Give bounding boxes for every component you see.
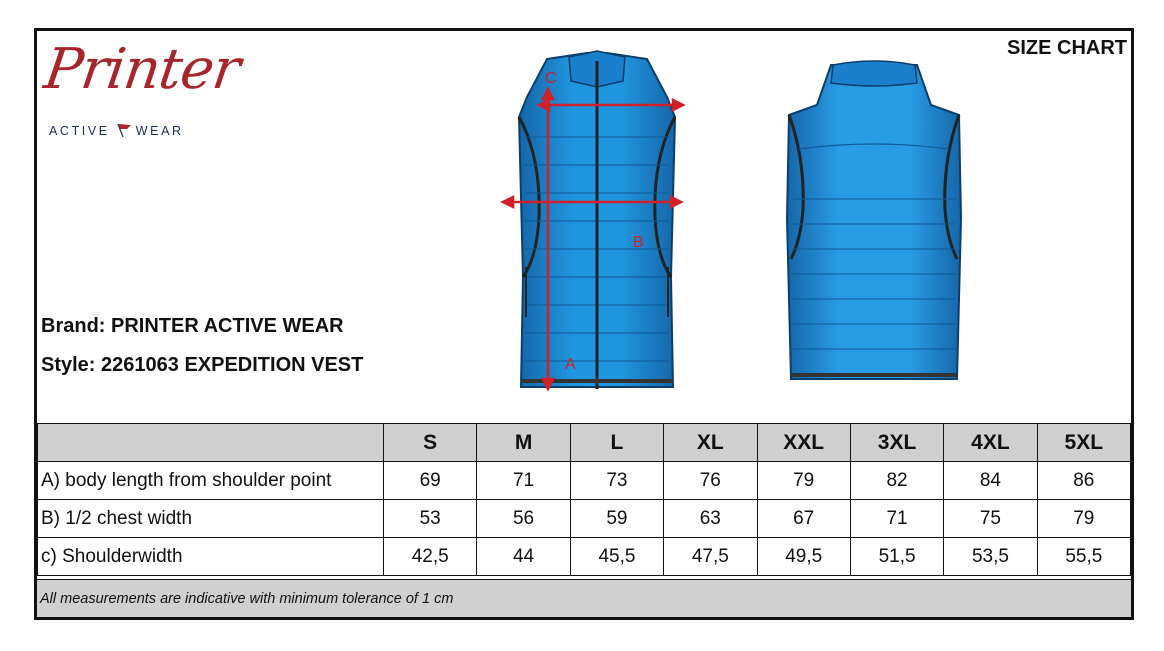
table-row bbox=[38, 462, 1131, 500]
size-header-row bbox=[38, 424, 1131, 462]
vest-front-image bbox=[487, 47, 707, 395]
flag-icon bbox=[114, 123, 132, 137]
size-header-cell: 4XL bbox=[944, 424, 1037, 462]
row-label: B) 1/2 chest width bbox=[38, 500, 384, 538]
row-label: c) Shoulderwidth bbox=[38, 538, 384, 576]
size-header-cell: M bbox=[477, 424, 570, 462]
size-table bbox=[37, 423, 1131, 576]
table-cell: 84 bbox=[944, 462, 1037, 500]
header-blank-cell bbox=[38, 424, 384, 462]
table-cell: 75 bbox=[944, 500, 1037, 538]
vest-back-image bbox=[779, 59, 969, 389]
size-header-cell: L bbox=[570, 424, 663, 462]
size-chart-title: SIZE CHART bbox=[1007, 37, 1127, 59]
table-cell: 55,5 bbox=[1037, 538, 1130, 576]
table-cell: 69 bbox=[384, 462, 477, 500]
table-cell: 53 bbox=[384, 500, 477, 538]
table-cell: 79 bbox=[757, 462, 850, 500]
logo-left-word: ACTIVE bbox=[49, 124, 110, 138]
table-cell: 51,5 bbox=[850, 538, 943, 576]
label-a: A bbox=[565, 356, 576, 373]
brand-line: Brand: PRINTER ACTIVE WEAR bbox=[41, 315, 344, 337]
logo-script: Printer bbox=[40, 37, 244, 102]
table-cell: 59 bbox=[570, 500, 663, 538]
table-cell: 56 bbox=[477, 500, 570, 538]
style-line: Style: 2261063 EXPEDITION VEST bbox=[41, 354, 364, 376]
table-cell: 79 bbox=[1037, 500, 1130, 538]
logo-right-word: WEAR bbox=[135, 124, 184, 138]
table-row bbox=[38, 500, 1131, 538]
size-header-cell: S bbox=[384, 424, 477, 462]
row-label: A) body length from shoulder point bbox=[38, 462, 384, 500]
table-cell: 44 bbox=[477, 538, 570, 576]
label-b: B bbox=[633, 234, 644, 251]
table-cell: 71 bbox=[850, 500, 943, 538]
logo-subtitle bbox=[49, 123, 184, 138]
table-cell: 63 bbox=[664, 500, 757, 538]
table-cell: 67 bbox=[757, 500, 850, 538]
table-cell: 53,5 bbox=[944, 538, 1037, 576]
size-header-cell: XXL bbox=[757, 424, 850, 462]
table-cell: 49,5 bbox=[757, 538, 850, 576]
tolerance-note: All measurements are indicative with minimum tolerance of 1 cm bbox=[37, 579, 1131, 617]
table-cell: 86 bbox=[1037, 462, 1130, 500]
table-cell: 73 bbox=[570, 462, 663, 500]
label-c: C bbox=[545, 70, 557, 87]
table-cell: 47,5 bbox=[664, 538, 757, 576]
brand-logo bbox=[40, 37, 244, 147]
table-cell: 42,5 bbox=[384, 538, 477, 576]
size-header-cell: XL bbox=[664, 424, 757, 462]
size-header-cell: 5XL bbox=[1037, 424, 1130, 462]
table-row bbox=[38, 538, 1131, 576]
table-cell: 71 bbox=[477, 462, 570, 500]
table-cell: 82 bbox=[850, 462, 943, 500]
size-chart-frame bbox=[34, 28, 1134, 620]
table-cell: 76 bbox=[664, 462, 757, 500]
size-header-cell: 3XL bbox=[850, 424, 943, 462]
table-cell: 45,5 bbox=[570, 538, 663, 576]
